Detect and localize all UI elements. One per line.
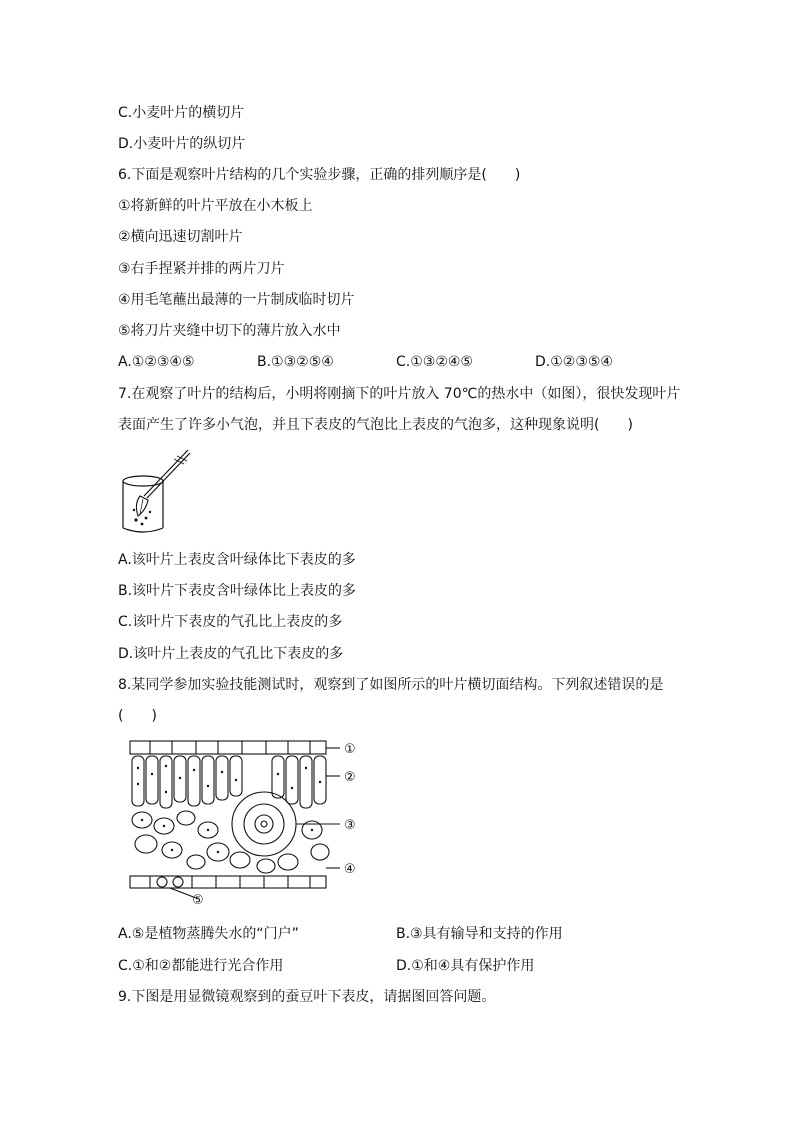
q6-step-2: ②横向迅速切割叶片 [118, 229, 243, 245]
q8-option-d: D.①和④具有保护作用 [396, 958, 535, 974]
q6-step-4: ④用毛笔蘸出最薄的一片制成临时切片 [118, 292, 355, 308]
q5-option-d: D.小麦叶片的纵切片 [118, 136, 246, 152]
beaker-figure [116, 444, 196, 540]
q8-option-c: C.①和②都能进行光合作用 [118, 958, 284, 974]
q8-stem-line1: 8.某同学参加实验技能测试时，观察到了如图所示的叶片横切面结构。下列叙述错误的是 [118, 677, 664, 693]
q6-option-d: D.①②③⑤④ [535, 354, 613, 370]
q7-option-a: A.该叶片上表皮含叶绿体比下表皮的多 [118, 552, 356, 568]
q6-option-c: C.①③②④⑤ [396, 354, 473, 370]
leaf-cross-section-figure [126, 736, 376, 908]
q7-stem-line2: 表面产生了许多小气泡，并且下表皮的气泡比上表皮的气泡多，这种现象说明( ) [118, 417, 633, 433]
q8-stem-line2: ( ) [118, 708, 157, 724]
q7-stem-line1: 7.在观察了叶片的结构后，小明将刚摘下的叶片放入 70℃的热水中（如图），很快发现叶片 [118, 386, 681, 402]
q6-stem: 6.下面是观察叶片结构的几个实验步骤，正确的排列顺序是( ) [118, 167, 521, 183]
figure-label-1: ① [344, 742, 356, 757]
q7-option-c: C.该叶片下表皮的气孔比上表皮的多 [118, 614, 343, 630]
figure-label-2: ② [344, 770, 356, 785]
q6-step-1: ①将新鲜的叶片平放在小木板上 [118, 198, 313, 214]
q5-option-c: C.小麦叶片的横切片 [118, 105, 245, 121]
q8-option-a: A.⑤是植物蒸腾失水的“门户” [118, 926, 299, 942]
q7-option-d: D.该叶片上表皮的气孔比下表皮的多 [118, 646, 344, 662]
q6-option-a: A.①②③④⑤ [118, 354, 195, 370]
q6-step-5: ⑤将刀片夹缝中切下的薄片放入水中 [118, 323, 341, 339]
figure-label-3: ③ [344, 818, 356, 833]
q7-option-b: B.该叶片下表皮含叶绿体比上表皮的多 [118, 583, 357, 599]
q6-option-b: B.①③②⑤④ [257, 354, 334, 370]
q6-step-3: ③右手捏紧并排的两片刀片 [118, 261, 285, 277]
q9-stem: 9.下图是用显微镜观察到的蚕豆叶下表皮，请据图回答问题。 [118, 989, 496, 1005]
figure-label-4: ④ [344, 862, 356, 877]
figure-label-5: ⑤ [192, 893, 204, 908]
q8-option-b: B.③具有输导和支持的作用 [396, 926, 563, 942]
